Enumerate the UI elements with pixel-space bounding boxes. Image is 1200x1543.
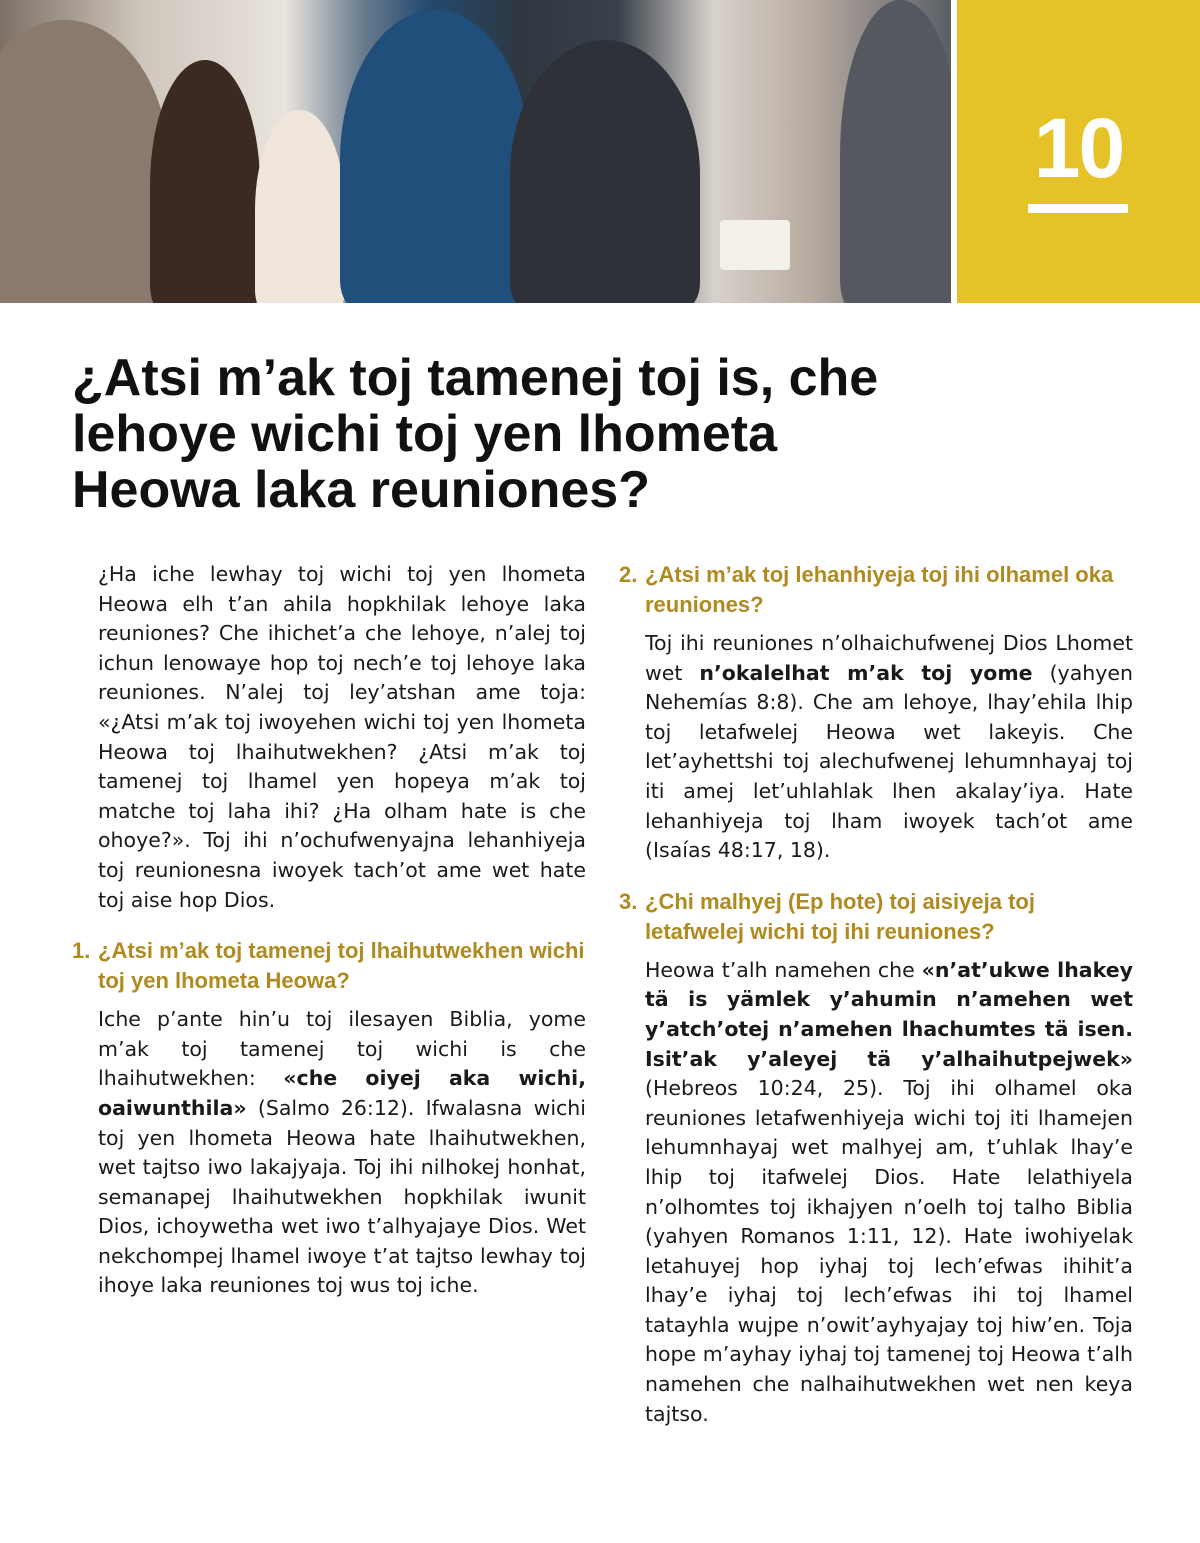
section-heading-text: ¿Atsi m’ak toj tamenej toj lhaihutwekhen wichi toj yen lhometa Heowa? bbox=[98, 938, 585, 994]
right-column bbox=[619, 560, 1133, 1429]
section-2-heading bbox=[619, 560, 1133, 620]
section-number: 1. bbox=[72, 938, 91, 964]
text: Iche p’ante hin’u toj ilesayen Biblia, yome m’ak toj tamenej toj wichi is che lhaihutwekhen: bbox=[98, 1007, 586, 1091]
section-3-paragraph bbox=[619, 956, 1133, 1430]
section-number: 2. bbox=[619, 562, 638, 587]
text: Heowa t’alh namehen che bbox=[645, 957, 922, 982]
intro-paragraph: ¿Ha iche lewhay toj wichi toj yen lhometa Heowa elh t’an ahila hopkhilak lehoye laka reuniones? Che ihichet’a che lehoye, n’alej toj ichun lenowaye hop toj nech’e toj lehoye laka reuniones. N’alej toj ley’atshan ame toja: «¿Atsi m’ak toj iwoyehen wichi toj yen lhometa Heowa toj lhaihutwekhen? ¿Atsi m’ak toj tamenej toj lhamel yen hopeya m’ak toj matche toj laha ihi? ¿Ha olham hate is che ohoye?». Toj ihi n’ochufwenyajna lehanhiyeja toj reunionesna iwoyek tach’ot ame wet hate toj aise hop Dios. bbox=[98, 562, 586, 912]
section-heading-text: ¿Atsi m’ak toj lehanhiyeja toj ihi olhamel oka reuniones? bbox=[645, 562, 1114, 617]
bible-quote: «n’at’ukwe lhakey tä is yämlek y’ahumin n’amehen wet y’atch’otej n’amehen lhachumtes tä isen. Isit’ak y’aleyej tä y’alhaihutpejwek» bbox=[645, 957, 1133, 1071]
congregation-photo bbox=[0, 0, 951, 303]
lesson-number: 10 bbox=[1033, 101, 1124, 195]
badge-underline bbox=[1028, 204, 1128, 213]
text: Toj ihi reuniones n’olhaichufwenej Dios Lhomet wet bbox=[645, 631, 1133, 685]
text: (yahyen Nehemías 8:8). Che am lehoye, lhay’ehila lhip toj letafwelej Heowa wet lakeyis. Che let’ayhettshi toj alechufwenej lehumnhayaj toj iti amej let’uhlahlak lhen akalay’iya. Hate lehanhiyeja toj lham iwoyek tach’ot ame (Isaías 48:17, 18). bbox=[645, 660, 1133, 863]
text: (Hebreos 10:24, 25). Toj ihi olhamel oka reuniones letafwenhiyeja wichi toj iti lhamejen lehumnhayaj wet malhyej am, t’uhlak lhay’e lhip toj itafwelej Dios. Hate lelathiyela n’olhomtes toj ikhajyen n’oelh toj talho Biblia (yahyen Romanos 1:11, 12). Hate iwohiyelak letahuyej hop iyhaj toj lech’efwas ihihit’a lhay’e iyhaj toj lech’efwas ihi toj lhamel tatayhla wujpe n’owit’ayhyajay toj hiw’en. Toja hope m’ayhay iyhaj toj tamenej toj Heowa t’alh namehen che nalhaihutwekhen wet nen keya tajtso. bbox=[645, 1076, 1133, 1426]
left-column bbox=[72, 560, 586, 1301]
section-number: 3. bbox=[619, 888, 638, 914]
bible-quote: «che oiyej aka wichi, oaiwunthila» bbox=[98, 1066, 586, 1120]
section-1-heading bbox=[72, 936, 586, 996]
section-heading-text: ¿Chi malhyej (Ep hote) toj aisiyeja toj letafwelej wichi toj ihi reuniones? bbox=[645, 888, 1035, 944]
bold-phrase: n’okalelhat m’ak toj yome bbox=[699, 660, 1033, 685]
page-title: ¿Atsi m’ak toj tamenej toj is, che lehoye wichi toj yen lhometa Heowa laka reuniones? bbox=[72, 349, 879, 519]
section-1-paragraph bbox=[72, 1005, 586, 1301]
lesson-number-badge bbox=[957, 0, 1200, 303]
section-3-heading bbox=[619, 887, 1133, 947]
text: (Salmo 26:12). Ifwalasna wichi toj yen lhometa Heowa hate lhaihutwekhen, wet tajtso iwo lakajyaja. Toj ihi nilhokej honhat, semanapej lhaihutwekhen hopkhilak iwunit Dios, ichoywetha wet iwo t’alhyajaye Dios. Wet nekchompej lhamel iwoye t’at tajtso lewhay toj ihoye laka reuniones toj wus toj iche. bbox=[98, 1095, 586, 1298]
section-2-paragraph bbox=[619, 629, 1133, 866]
